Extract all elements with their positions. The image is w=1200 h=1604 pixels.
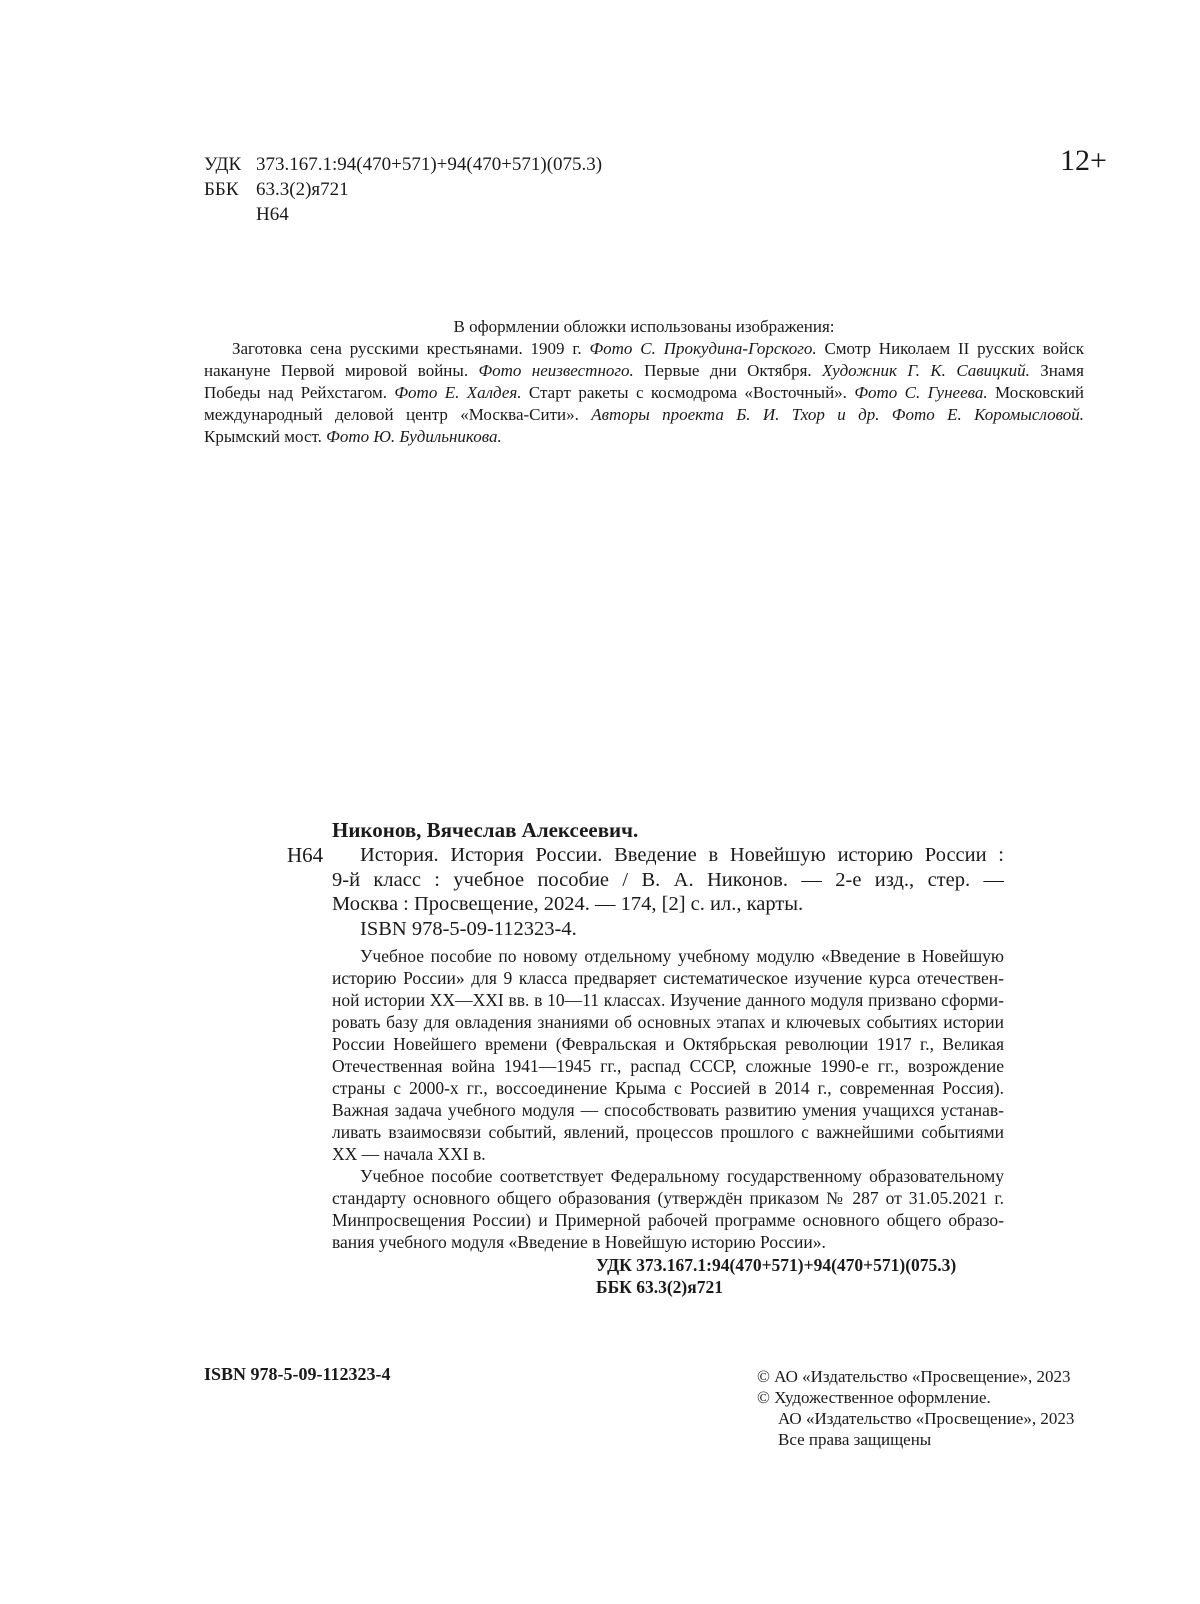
credit-text: накануне Первой мировой войны. <box>204 361 479 380</box>
annotation-line: историю России» для 9 класса предваряет систематическое изучение курса отечествен- <box>332 968 1004 988</box>
udc-label: УДК <box>204 154 242 175</box>
cover-credits-text <box>204 338 1084 448</box>
credit-attribution: Фото неизвестного. <box>478 361 634 380</box>
annotation-line: ровать базу для овладения знаниями об основных этапах и ключевых событиях истории <box>332 1012 1004 1032</box>
credit-attribution: Фото Е. Халдея. <box>394 383 522 402</box>
copyright-line: © АО «Издательство «Просвещение», 2023 <box>757 1367 1071 1386</box>
annotation-line: страны с 2000-х гг., воссоединение Крыма с Россией в 2014 г., современная Россия). <box>332 1078 1004 1098</box>
classification-block <box>204 152 602 227</box>
card-description-line: История. История России. Введение в Новейшую историю России : <box>360 844 1004 866</box>
annotation-line: ливать взаимосвязи событий, явлений, процессов прошлого с важнейшими событиями <box>332 1122 1004 1142</box>
card-description <box>332 843 1004 917</box>
credit-text: Старт ракеты с космодрома «Восточный». <box>521 383 855 402</box>
credit-text: Смотр Николаем II русских войск <box>816 339 1085 358</box>
footer-isbn: ISBN 978-5-09-112323-4 <box>204 1364 391 1384</box>
cover-credits-line <box>204 382 1084 404</box>
credit-attribution: Фото С. Прокудина-Горского. <box>589 339 817 358</box>
card-description-line: Москва : Просвещение, 2024. — 174, [2] с. ил., карты. <box>332 893 804 915</box>
annotation-line: стандарту основного общего образования (утверждён приказом № 287 от 31.05.2021 г. <box>332 1188 1004 1208</box>
credit-text: международный деловой центр «Москва-Сити». <box>204 405 592 424</box>
cover-credits <box>204 316 1084 448</box>
udc-line <box>204 152 602 177</box>
copyright-block <box>757 1366 1074 1450</box>
credit-text: Московский <box>987 383 1085 402</box>
copyright-line: © Художественное оформление. <box>757 1388 991 1407</box>
credit-attribution: Художник Г. К. Савицкий. <box>822 361 1030 380</box>
cover-credits-line <box>204 404 1084 426</box>
annotation-line: вания учебного модуля «Введение в Новейшую историю России». <box>332 1232 826 1252</box>
annotation-line: XX — начала XXI в. <box>332 1144 486 1164</box>
credit-text: Крымский мост. <box>204 427 327 446</box>
annotation-line: Учебное пособие по новому отдельному учебному модулю «Введение в Новейшую <box>360 946 1004 966</box>
annotation-line: Учебное пособие соответствует Федеральному государственному образовательному <box>360 1166 1004 1186</box>
annotation-line: ной истории XX—XXI вв. в 10—11 классах. Изучение данного модуля призвано сформи- <box>332 990 1004 1010</box>
cover-credits-line <box>204 338 1084 360</box>
card-bbk: ББК 63.3(2)я721 <box>596 1277 723 1297</box>
copyright-line: Все права защищены <box>778 1430 932 1449</box>
cover-credits-line <box>204 426 1084 448</box>
credit-attribution: Фото С. Гунеева. <box>854 383 988 402</box>
author-mark: Н64 <box>256 204 289 225</box>
credit-text: Первые дни Октября. <box>633 361 823 380</box>
age-rating: 12+ <box>1060 144 1107 177</box>
annotation-line: Отечественная война 1941—1945 гг., распад СССР, сложные 1990-е гг., возрождение <box>332 1056 1004 1076</box>
credit-text: Знамя <box>1029 361 1084 380</box>
card-annotation <box>332 945 1004 1253</box>
credit-attribution: Авторы проекта Б. И. Тхор и др. Фото Е. Коромысловой. <box>591 405 1084 424</box>
cover-credits-line <box>204 360 1084 382</box>
udc-value: 373.167.1:94(470+571)+94(470+571)(075.3) <box>256 154 603 175</box>
card-author: Никонов, Вячеслав Алексеевич. <box>332 818 639 842</box>
annotation-line: России Новейшего времени (Февральская и Октябрьская революции 1917 г., Великая <box>332 1034 1004 1054</box>
credit-text: Победы над Рейхстагом. <box>204 383 395 402</box>
card-udc: УДК 373.167.1:94(470+571)+94(470+571)(075.3) <box>596 1255 957 1275</box>
catalog-card <box>332 817 1004 1298</box>
card-description-line: 9-й класс : учебное пособие / В. А. Никонов. — 2-е изд., стер. — <box>332 868 1004 891</box>
bbk-value: 63.3(2)я721 <box>256 179 349 200</box>
card-classification <box>332 1254 1004 1298</box>
bbk-label: ББК <box>204 179 239 200</box>
annotation-line: Минпросвещения России) и Примерной рабочей программе основного общего образо- <box>332 1210 1004 1230</box>
card-author-mark: Н64 <box>287 843 324 867</box>
card-isbn: ISBN 978-5-09-112323-4. <box>360 917 577 940</box>
credit-text: Заготовка сена русскими крестьянами. 1909 г. <box>232 339 590 358</box>
copyright-line: АО «Издательство «Просвещение», 2023 <box>778 1409 1075 1428</box>
cover-credits-heading: В оформлении обложки использованы изображения: <box>453 317 835 336</box>
bbk-line <box>204 177 602 202</box>
annotation-line: Важная задача учебного модуля — способствовать развитию умения учащихся устанав- <box>332 1100 1004 1120</box>
credit-attribution: Фото Ю. Будильникова. <box>326 427 502 446</box>
